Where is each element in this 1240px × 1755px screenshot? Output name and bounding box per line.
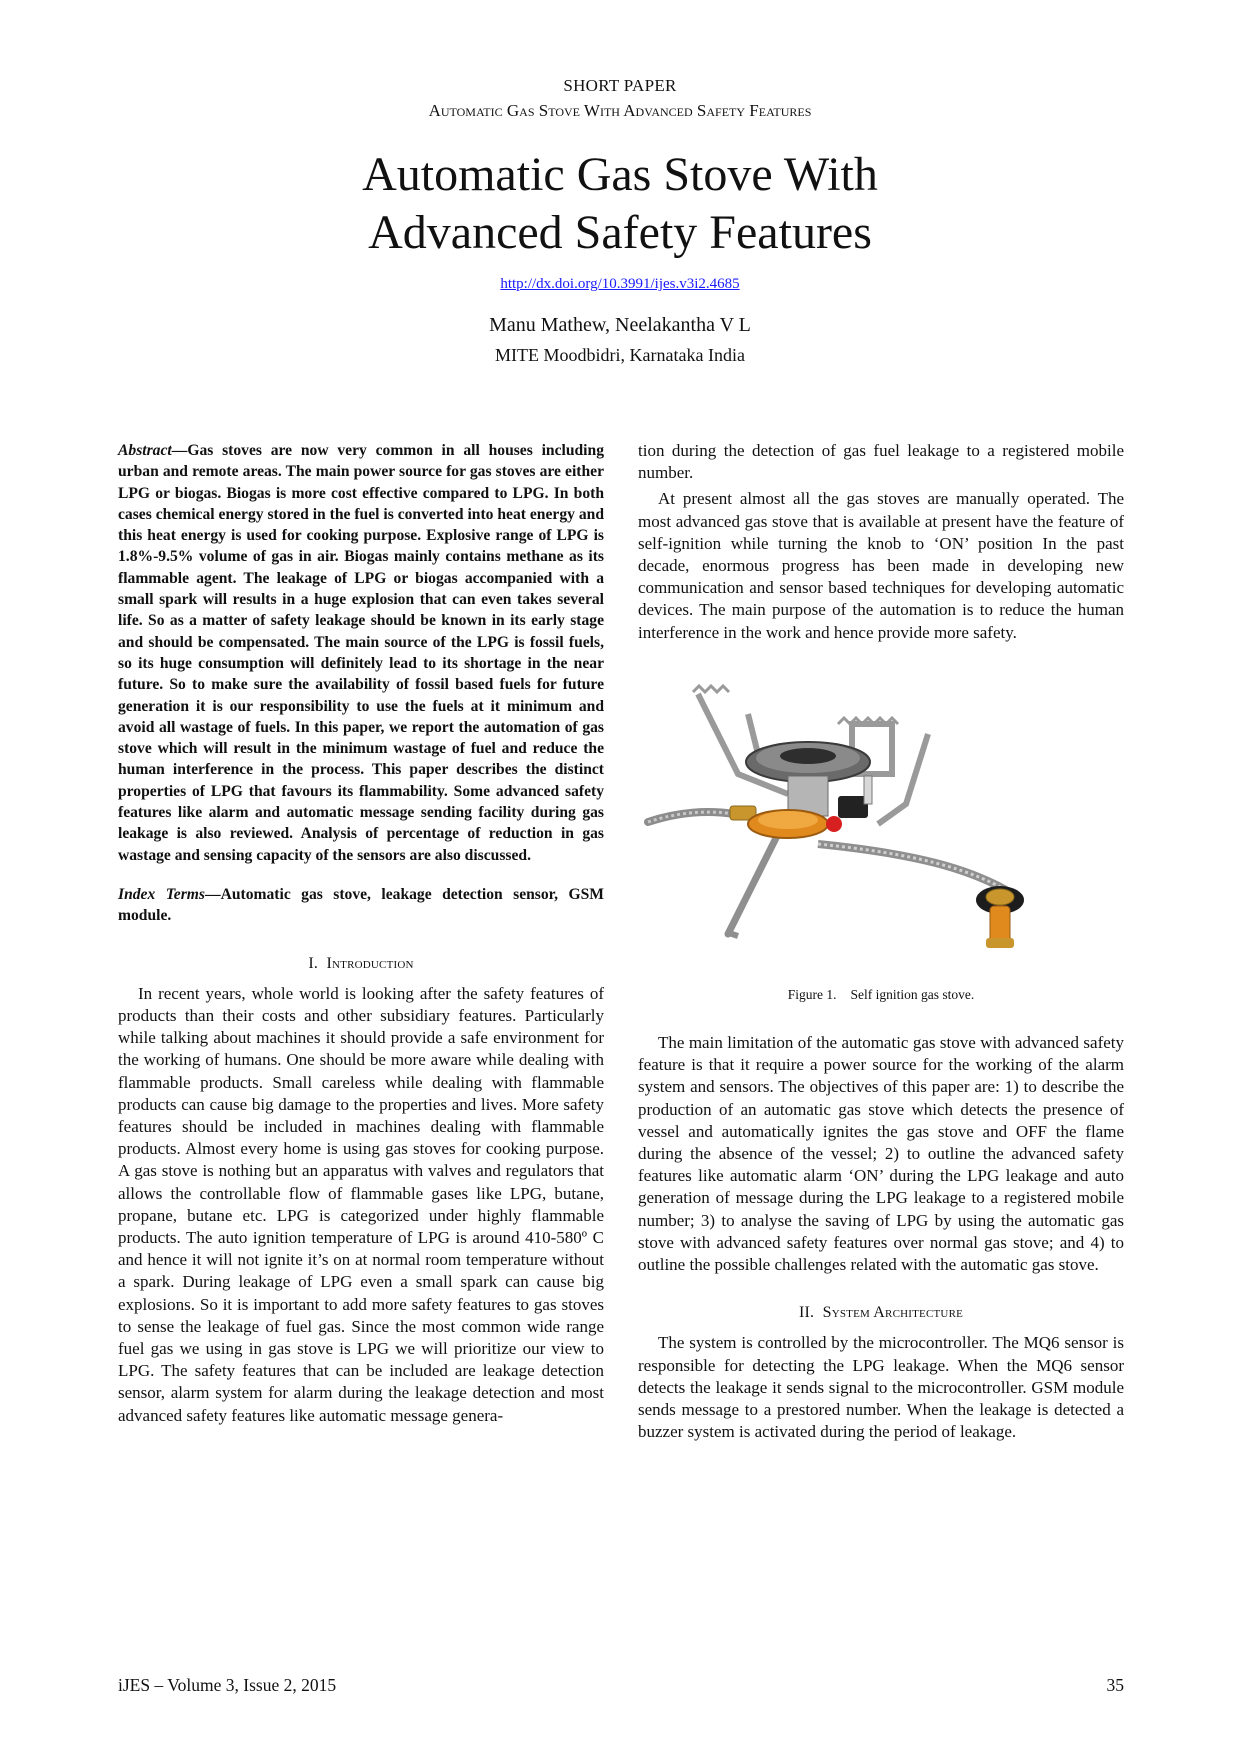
paragraph-architecture-1: The system is controlled by the microcontroller. The MQ6 sensor is responsible for detecting the LPG leakage. When the MQ6 sensor detects the leakage it sends signal to the microcontroller. GSM module sends message to a prestored number. When the leakage is detected a buzzer system is activated during the period of leakage. (638, 1333, 1124, 1442)
paragraph-intro-2: At present almost all the gas stoves are manually operated. The most advanced gas stove that is available at present have the feature of self-ignition while turning the knob to ‘ON’ position In the past decade, enormous progress has been made in developing new communication and sensor based techniques for developing automatic devices. The main purpose of the automation is to reduce the human interference in the work and hence provide more safety. (638, 489, 1124, 642)
abstract (118, 440, 604, 866)
paper-title (0, 146, 1240, 262)
running-header-title: Automatic Gas Stove With Advanced Safety Features (428, 101, 812, 120)
doi (0, 276, 1240, 293)
paragraph-intro-3: The main limitation of the automatic gas stove with advanced safety feature is that it require a power source for the working of the alarm system and sensors. The objectives of this paper are: 1) to describe the production of an automatic gas stove which detects the presence of vessel and automatically ignites the gas stove and OFF the flame during the absence of the vessel; 2) to outline the advanced safety features like automatic alarm ‘ON’ during the LPG leakage and auto generation of message during the LPG leakage to a registered mobile number; 3) to analyse the saving of LPG by using the automatic gas stove with advanced safety features over normal gas stove; and 4) to outline the possible challenges related with the automatic gas stove. (638, 1033, 1124, 1275)
section-title: System Architecture (822, 1304, 964, 1322)
figure-caption-text: Self ignition gas stove. (850, 986, 975, 1002)
index-terms-text: —Automatic gas stove, leakage detection sensor, GSM module. (118, 885, 605, 925)
paragraph-intro-1-continued: tion during the detection of gas fuel leakage to a registered mobile number. (638, 441, 1124, 483)
doi-link[interactable]: http://dx.doi.org/10.3991/ijes.v3i2.4685 (500, 276, 740, 292)
abstract-text: —Gas stoves are now very common in all houses including urban and remote areas. The main power source for gas stoves are either LPG or biogas. Biogas is more cost effective compared to LPG. In both cases chemical energy stored in the fuel is converted into heat energy and this heat energy is used for cooking purpose. Explosive range of LPG is 1.8%-9.5% volume of gas in air. Biogas mainly contains methane as its flammable agent. The leakage of LPG or biogas accompanied with a small spark will results in a huge explosion that can even takes several life. So as a matter of safety leakage should be known in its early stage and should be compensated. The main source of the LPG is fossil fuels, so its huge consumption will definitely lead to its shortage in the near future. So to make sure the availability of fossil based fuels for future generation it is our responsibility to use the fuels at it minimum and avoid all wastage of fuels. In this paper, we report the automation of gas stove which will result in the minimum wastage of fuel and reduce the human interference in the process. This paper describes the distinct properties of LPG that favours its flammability. Some advanced safety features like alarm and automatic message sending facility during gas leakage is also reviewed. Analysis of percentage of reduction in gas wastage and sensing capacity of the sensors are also discussed. (118, 442, 604, 864)
affiliation: MITE Moodbidri, Karnataka India (495, 345, 745, 365)
paragraph-intro-1: In recent years, whole world is looking after the safety features of products than their costs and other subsidiary features. Particularly while talking about machines it should provide a safe environment for the working of humans. One should be more aware while dealing with flammable products. Small careless while dealing with flammable products can cause big damage to the properties and lives. More safety features should be included in machines dealing with flammable products. Almost every home is using gas stoves for cooking purpose. A gas stove is nothing but an apparatus with valves and regulators that allows the controllable flow of flammable gases like LPG, butane, propane, butane etc. LPG is categorized under highly flammable products. The auto ignition temperature of LPG is around 410-580º C and hence it will not ignite it’s on at normal room temperature without a spark. During leakage of LPG even a small spark can cause big explosions. So it is important to add more safety features to gas stoves to sense the leakage of fuel gas. Since the most common wide range fuel gas we using in gas stove is LPG we will prioritize our view to LPG. The safety features that can be included are leakage detection sensor, alarm system for alarm during the leakage detection and most advanced safety features like automatic message genera- (118, 983, 604, 1425)
footer-journal: iJES – Volume 3, Issue 2, 2015 (118, 1675, 337, 1695)
index-terms-label: Index Terms (118, 885, 205, 903)
paper-title-line2: Advanced Safety Features (368, 206, 872, 259)
section-heading-introduction (118, 953, 604, 975)
index-terms (118, 884, 604, 927)
figure-label: Figure 1. (787, 986, 837, 1002)
abstract-label: Abstract (118, 442, 172, 459)
section-number: II. (798, 1304, 815, 1322)
authors: Manu Mathew, Neelakantha V L (489, 314, 751, 336)
paper-title-line1: Automatic Gas Stove With (362, 148, 878, 201)
section-heading-system-architecture (638, 1302, 1124, 1324)
section-number: I. (308, 954, 319, 972)
running-header-type: SHORT PAPER (563, 76, 677, 95)
right-column (638, 440, 1124, 1443)
left-column (118, 440, 604, 1427)
gas-stove-illustration (638, 684, 1124, 974)
section-title: Introduction (326, 954, 414, 972)
figure-gas-stove (638, 684, 1124, 974)
footer-page-number: 35 (1106, 1675, 1124, 1695)
figure-caption (638, 984, 1124, 1006)
